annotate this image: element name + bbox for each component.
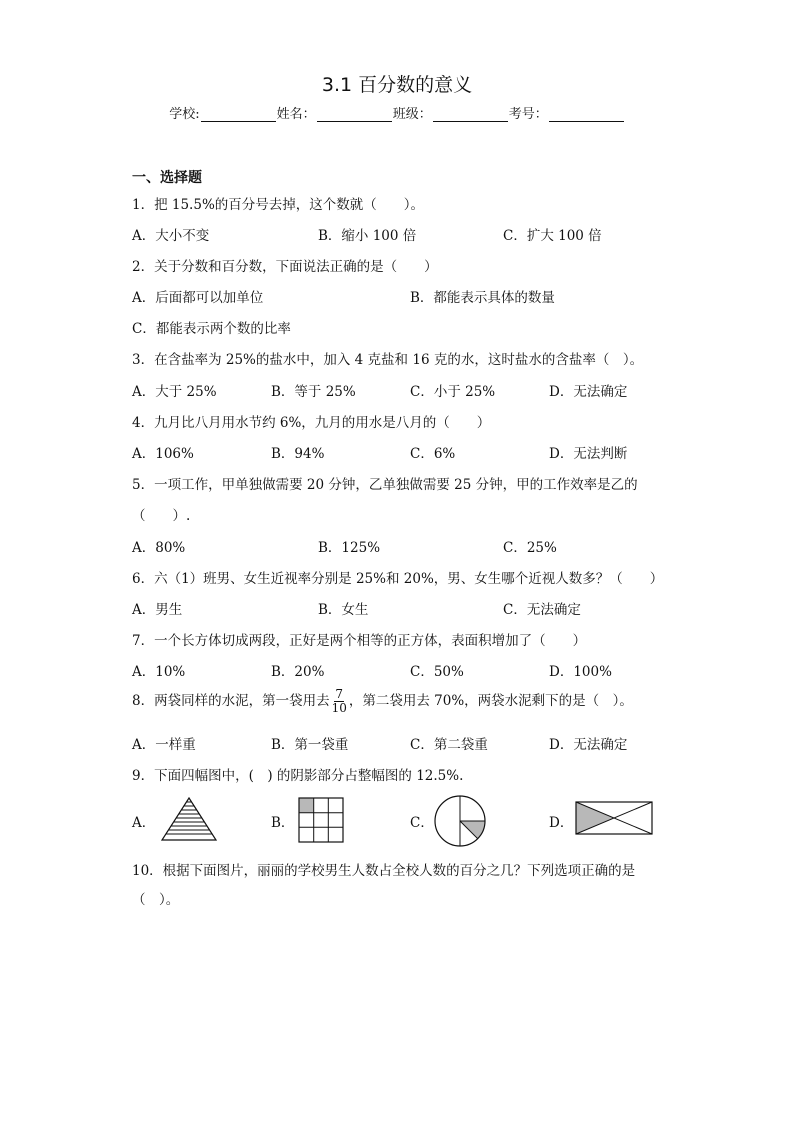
q4-option-b: B．94%: [271, 446, 325, 462]
question-1: 1．把 15.5%的百分号去掉，这个数就（ ）。: [132, 197, 425, 213]
question-3: 3．在含盐率为 25%的盐水中，加入 4 克盐和 16 克的水，这时盐水的含盐率（ ）。: [132, 352, 644, 368]
q6-option-c: C．无法确定: [503, 602, 581, 618]
question-9: 9．下面四幅图中，( ) 的阴影部分占整幅图的 12.5%.: [132, 768, 464, 784]
q4-option-c: C．6%: [410, 446, 456, 462]
q2-option-a: A．后面都可以加单位: [132, 290, 264, 306]
question-6: 6．六（1）班男、女生近视率分别是 25%和 20%，男、女生哪个近视人数多？（ ）: [132, 571, 664, 587]
class-blank: [433, 107, 508, 122]
q3-option-a: A．大于 25%: [132, 384, 217, 400]
q3-option-d: D．无法确定: [549, 384, 628, 400]
q6-option-a: A．男生: [132, 602, 183, 618]
q7-option-c: C．50%: [410, 664, 464, 680]
question-4: 4．九月比八月用水节约 6%，九月的用水是八月的（ ）: [132, 415, 491, 431]
q3-option-c: C．小于 25%: [410, 384, 496, 400]
fraction: [332, 688, 347, 715]
section-heading: 一、选择题: [132, 170, 202, 186]
q7-option-a: A．10%: [132, 664, 186, 680]
question-2: 2．关于分数和百分数，下面说法正确的是（ ）: [132, 259, 438, 275]
q8-option-b: B．第一袋重: [271, 737, 349, 753]
fraction-denominator: 10: [331, 701, 347, 715]
q8-option-d: D．无法确定: [549, 737, 628, 753]
question-10: 10．根据下面图片，丽丽的学校男生人数占全校人数的百分之几？下列选项正确的是: [132, 863, 636, 879]
q8-option-a: A．一样重: [132, 737, 196, 753]
q2-option-c: C．都能表示两个数的比率: [132, 321, 291, 337]
q8-option-c: C．第二袋重: [410, 737, 488, 753]
question-10-cont: （ ）。: [132, 892, 180, 908]
q9-option-c: C．: [410, 815, 434, 831]
q7-option-d: D．100%: [549, 664, 612, 680]
q5-option-a: A．80%: [132, 540, 186, 556]
q6-option-b: B．女生: [318, 602, 369, 618]
rectangle-figure: [574, 800, 654, 836]
q8-text-a: 8．两袋同样的水泥，第一袋用去: [132, 693, 330, 709]
school-blank: [201, 107, 276, 122]
question-8: [132, 688, 633, 715]
school-label: 学校:: [169, 107, 200, 122]
number-label: 考号：: [508, 107, 548, 122]
circle-figure: [433, 794, 487, 848]
page-title: 3.1 百分数的意义: [321, 74, 473, 96]
q5-option-c: C．25%: [503, 540, 557, 556]
q4-option-d: D．无法判断: [549, 446, 628, 462]
name-label: 姓名：: [276, 107, 316, 122]
number-blank: [549, 107, 624, 122]
q8-text-b: ，第二袋用去 70%，两袋水泥剩下的是（ ）。: [348, 693, 633, 709]
q7-option-b: B．20%: [271, 664, 325, 680]
q4-option-a: A．106%: [132, 446, 194, 462]
question-7: 7．一个长方体切成两段，正好是两个相等的正方体，表面积增加了（ ）: [132, 633, 587, 649]
q2-option-b: B．都能表示具体的数量: [410, 290, 555, 306]
grid-figure: [297, 796, 345, 844]
class-label: 班级：: [392, 107, 432, 122]
triangle-figure: [160, 796, 218, 842]
q3-option-b: B．等于 25%: [271, 384, 356, 400]
fraction-numerator: 7: [335, 687, 344, 701]
student-info-line: [0, 103, 794, 122]
q5-option-b: B．125%: [318, 540, 381, 556]
question-5-cont: （ ）.: [132, 508, 191, 524]
question-5: 5．一项工作，甲单独做需要 20 分钟，乙单独做需要 25 分钟，甲的工作效率是乙的: [132, 477, 638, 493]
q1-option-c: C．扩大 100 倍: [503, 228, 602, 244]
q1-option-b: B．缩小 100 倍: [318, 228, 417, 244]
q9-option-b: B．: [271, 815, 295, 831]
name-blank: [317, 107, 392, 122]
q9-option-d: D．: [549, 815, 574, 831]
q1-option-a: A．大小不变: [132, 228, 210, 244]
q9-option-a: A．: [132, 815, 156, 831]
